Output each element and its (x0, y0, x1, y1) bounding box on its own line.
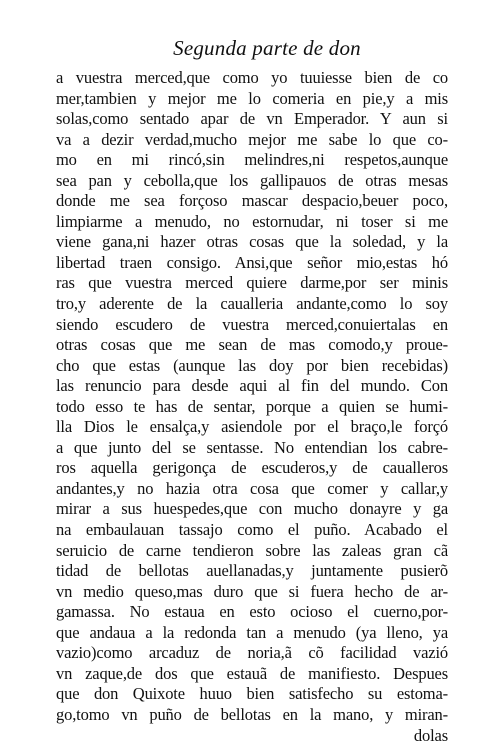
text-line: otras cosas que me sean de mas comodo,y proue- (56, 335, 448, 356)
text-line: gamassa. No estaua en esto ocioso el cuerno,por- (56, 602, 448, 623)
text-line: viene gana,ni hazer otras cosas que la soledad, y la (56, 232, 448, 253)
text-line: limpiarme a menudo, no estornudar, ni toser si me (56, 212, 448, 233)
text-line: las renuncio para desde aqui al fin del mundo. Con (56, 376, 448, 397)
body-text (56, 68, 448, 746)
catchword: dolas (56, 726, 448, 746)
text-line: ras que vuestra merced quiere darme,por ser minis (56, 273, 448, 294)
text-line: tro,y aderente de la caualleria andante,como lo soy (56, 294, 448, 315)
text-line: libertad traen consigo. Ansi,que señor mio,estas hó (56, 253, 448, 274)
text-line: seruicio de carne tendieron sobre las zaleas gran cã (56, 541, 448, 562)
text-line: todo esso te has de sentar, porque a quien se humi- (56, 397, 448, 418)
text-line: donde me sea forçoso mascar despacio,beuer poco, (56, 191, 448, 212)
text-line: que andaua a la redonda tan a menudo (ya lleno, ya (56, 623, 448, 644)
text-line: sea pan y cebolla,que los gallipauos de otras mesas (56, 171, 448, 192)
text-line: cho que estas (aunque las doy por bien recebidas) (56, 356, 448, 377)
text-line: vazio)como arcaduz de noria,ã cõ facilidad vazió (56, 643, 448, 664)
running-head: Segunda parte de don (0, 36, 500, 61)
text-line: vn zaque,de dos que estauã de manifiesto. Despues (56, 664, 448, 685)
text-line: andantes,y no hazia otra cosa que comer y callar,y (56, 479, 448, 500)
text-line: mer,tambien y mejor me lo comeria en pie,y a mis (56, 89, 448, 110)
text-line: siendo escudero de vuestra merced,conuiertalas en (56, 315, 448, 336)
text-line: que don Quixote huuo bien satisfecho su estoma- (56, 684, 448, 705)
text-line: lla Dios le ensalça,y asiendole por el braço,le forçó (56, 417, 448, 438)
text-line: ros aquella gerigonça de escuderos,y de caualleros (56, 458, 448, 479)
text-line: mirar a sus huespedes,que con mucho donayre y ga (56, 499, 448, 520)
text-line: na embaulauan tassajo como el puño. Acabado el (56, 520, 448, 541)
text-line: a vuestra merced,que como yo tuuiesse bien de co (56, 68, 448, 89)
text-line: vn medio queso,mas duro que si fuera hecho de ar- (56, 582, 448, 603)
text-line: go,tomo vn puño de bellotas en la mano, y miran- (56, 705, 448, 726)
text-line: va a dezir verdad,mucho mejor me sabe lo que co- (56, 130, 448, 151)
text-line: a que junto del se sentasse. No entendian los cabre- (56, 438, 448, 459)
text-line: solas,como sentado apar de vn Emperador. Y aun si (56, 109, 448, 130)
text-line: tidad de bellotas auellanadas,y juntamente pusierõ (56, 561, 448, 582)
text-line: mo en mi rincó,sin melindres,ni respetos,aunque (56, 150, 448, 171)
